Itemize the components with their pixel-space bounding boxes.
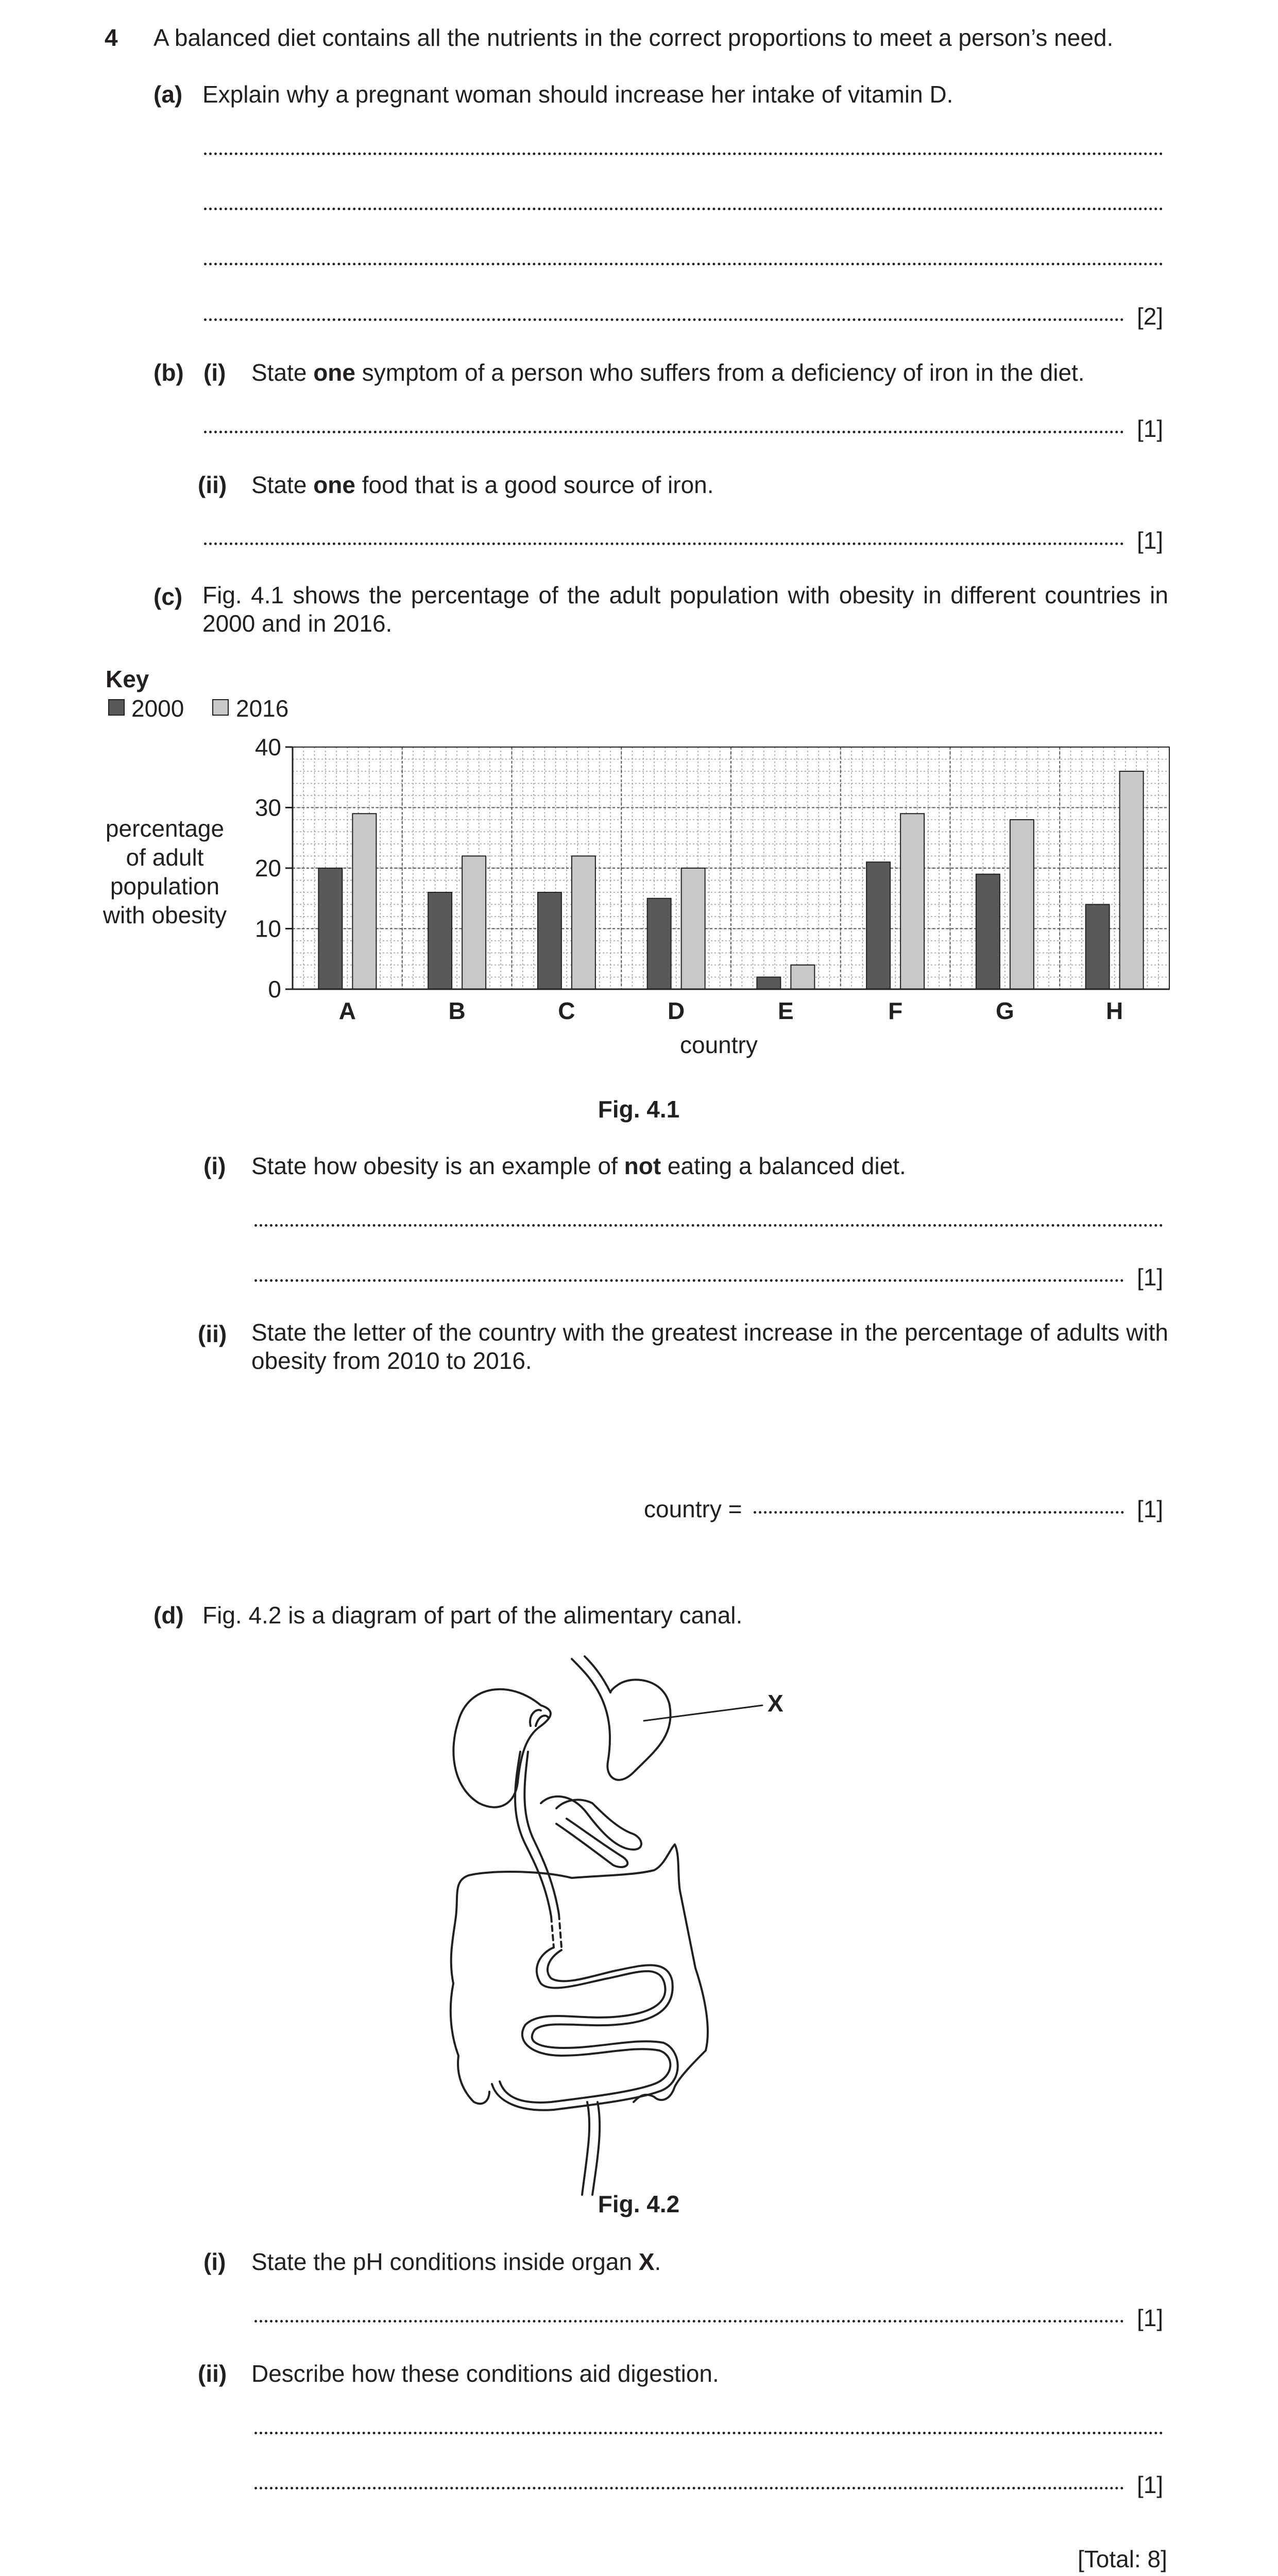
part-d-i-label: (i) (203, 2248, 226, 2275)
answer-line-dii2[interactable] (254, 2487, 1124, 2489)
x-tick-label: B (448, 997, 466, 1024)
liver (453, 1689, 551, 1807)
country-answer-line[interactable] (754, 1511, 1124, 1514)
figure-caption-4-1: Fig. 4.1 (598, 1096, 680, 1123)
country-answer-label: country = (644, 1496, 742, 1522)
total-marks: [Total: 8] (1078, 2546, 1167, 2572)
x-tick-label: G (995, 997, 1014, 1024)
oesophagus (572, 1656, 610, 1695)
legend-swatch-2000 (108, 699, 125, 716)
bar-2016-D (681, 868, 705, 989)
alimentary-canal-diagram (438, 1649, 819, 2205)
x-axis-label: country (680, 1031, 758, 1058)
y-tick-label: 40 (254, 734, 281, 760)
figure-caption-4-2: Fig. 4.2 (598, 2191, 680, 2217)
organ-x-label: X (768, 1690, 783, 1717)
bar-2016-C (572, 856, 595, 990)
part-a-label: (a) (154, 81, 183, 108)
rectum (582, 2102, 600, 2195)
y-tick-label: 0 (268, 976, 281, 1003)
answer-line-ci1[interactable] (254, 1224, 1163, 1227)
bile-duct (515, 1710, 559, 1917)
legend-swatch-2016 (212, 699, 229, 716)
answer-line-bi[interactable] (204, 431, 1124, 433)
x-tick-label: F (888, 997, 903, 1024)
legend-label-2016: 2016 (236, 695, 289, 722)
part-c-label: (c) (154, 583, 183, 610)
answer-line-a4[interactable] (204, 318, 1124, 321)
legend-title: Key (106, 666, 149, 692)
part-d-ii-label: (ii) (198, 2360, 227, 2387)
bar-2000-F (866, 862, 890, 989)
part-b-label: (b) (154, 359, 184, 386)
y-axis-label (77, 814, 252, 929)
part-b-ii-marks: [1] (1137, 527, 1164, 554)
bar-2000-A (318, 868, 342, 989)
bar-2016-A (352, 814, 376, 989)
bar-2000-H (1086, 905, 1110, 990)
part-c-i-marks: [1] (1137, 1264, 1164, 1291)
x-tick-label: D (668, 997, 685, 1024)
legend-label-2000: 2000 (131, 695, 184, 722)
stomach (600, 1680, 671, 1780)
x-tick-label: C (558, 997, 575, 1024)
y-tick-label: 10 (254, 915, 281, 942)
bar-2000-E (757, 977, 780, 990)
bar-2000-C (538, 892, 561, 989)
question-stem: A balanced diet contains all the nutrients in the correct proportions to meet a person’s need. (154, 24, 1114, 51)
answer-line-ci2[interactable] (254, 1279, 1124, 1282)
part-d-i-marks: [1] (1137, 2304, 1164, 2331)
part-b-i-label: (i) (203, 359, 226, 386)
part-a-text: Explain why a pregnant woman should increase her intake of vitamin D. (202, 81, 953, 108)
part-c-i-label: (i) (203, 1153, 226, 1179)
y-axis-label-line: with obesity (103, 902, 227, 928)
bar-2016-E (791, 965, 814, 989)
bile-duct-dashed (551, 1914, 561, 1947)
part-b-ii-label: (ii) (198, 471, 227, 498)
part-b-ii-text: State one food that is a good source of iron. (251, 471, 714, 498)
part-d-text: Fig. 4.2 is a diagram of part of the alimentary canal. (202, 1602, 743, 1629)
part-d-i-text: State the pH conditions inside organ X. (251, 2248, 661, 2275)
y-axis-label-line: population (110, 873, 220, 900)
bar-2000-B (428, 892, 452, 989)
x-tick-label: A (338, 997, 356, 1024)
bar-2016-F (900, 814, 924, 989)
answer-line-bii[interactable] (204, 543, 1124, 545)
part-c-ii-text: State the letter of the country with the greatest increase in the percentage of adults with obesity from 2010 to 2016. (251, 1319, 1168, 1374)
bar-2000-G (976, 874, 1000, 989)
y-axis-label-line: percentage (105, 815, 225, 842)
answer-line-a3[interactable] (204, 263, 1163, 265)
bar-2016-H (1120, 771, 1144, 989)
bar-2000-D (647, 899, 671, 989)
part-a-marks: [2] (1137, 303, 1164, 330)
bar-2016-B (462, 856, 486, 990)
part-c-text: Fig. 4.1 shows the percentage of the adult population with obesity in different countries in 2000 and in 2016. (202, 582, 1168, 637)
x-tick-label: E (778, 997, 794, 1024)
answer-line-a2[interactable] (204, 208, 1163, 210)
bar-2016-G (1010, 820, 1034, 989)
y-tick-label: 30 (254, 794, 281, 821)
part-c-ii-marks: [1] (1137, 1496, 1164, 1522)
part-d-ii-text: Describe how these conditions aid digestion. (251, 2360, 719, 2387)
part-d-label: (d) (154, 1602, 184, 1629)
part-b-i-text: State one symptom of a person who suffers from a deficiency of iron in the diet. (251, 359, 1085, 386)
part-b-i-marks: [1] (1137, 415, 1164, 442)
question-number: 4 (105, 24, 118, 51)
y-tick-label: 20 (254, 855, 281, 882)
part-d-ii-marks: [1] (1137, 2471, 1164, 2498)
answer-line-di[interactable] (254, 2320, 1124, 2323)
part-c-i-text: State how obesity is an example of not eating a balanced diet. (251, 1153, 906, 1179)
label-pointer-x (644, 1705, 762, 1721)
part-c-ii-label: (ii) (198, 1320, 227, 1347)
answer-line-dii1[interactable] (254, 2432, 1163, 2434)
x-tick-label: H (1106, 997, 1123, 1024)
y-axis-label-line: of adult (126, 844, 204, 871)
answer-line-a1[interactable] (204, 152, 1163, 155)
